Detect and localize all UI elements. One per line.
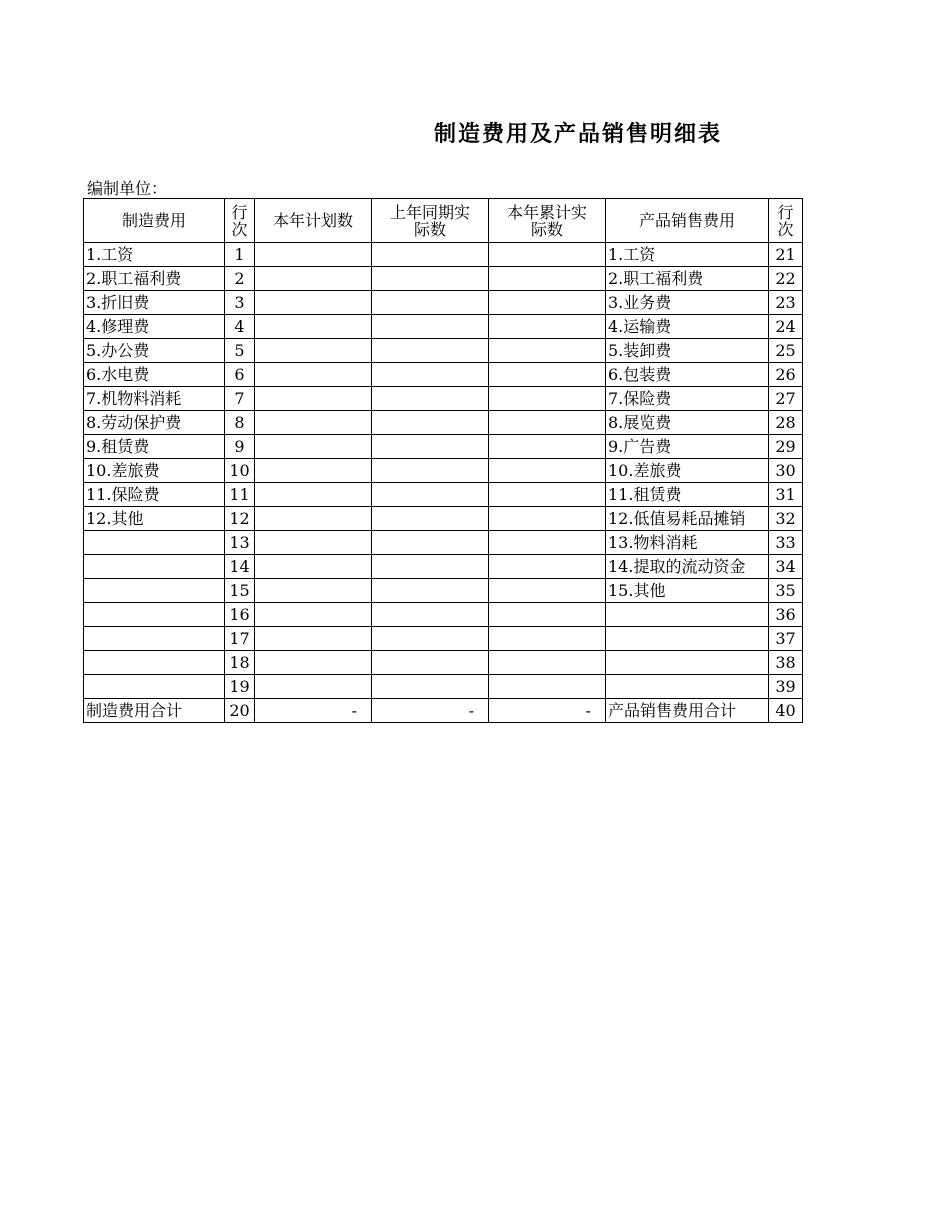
- plan-value-cell: [255, 483, 372, 507]
- sales-item-cell: [606, 627, 769, 651]
- cumulative-value-cell: -: [489, 699, 606, 723]
- cumulative-value-cell: [489, 339, 606, 363]
- row-number-right-cell: 29: [769, 435, 803, 459]
- mfg-item-cell: 1.工资: [84, 243, 225, 267]
- header-sales: 产品销售费用: [606, 199, 769, 243]
- cumulative-value-cell: [489, 579, 606, 603]
- row-number-right-cell: 39: [769, 675, 803, 699]
- sales-item-cell: [606, 651, 769, 675]
- sales-item-cell: 12.低值易耗品摊销: [606, 507, 769, 531]
- cumulative-value-cell: [489, 315, 606, 339]
- plan-value-cell: [255, 315, 372, 339]
- table-row: [84, 675, 803, 699]
- row-number-left-cell: 4: [225, 315, 255, 339]
- cumulative-value-cell: [489, 435, 606, 459]
- cumulative-value-cell: [489, 411, 606, 435]
- table-row: [84, 507, 803, 531]
- table-row: [84, 459, 803, 483]
- row-number-left-cell: 19: [225, 675, 255, 699]
- sales-item-cell: 13.物料消耗: [606, 531, 769, 555]
- cumulative-value-cell: [489, 627, 606, 651]
- last-year-value-cell: [372, 387, 489, 411]
- cumulative-value-cell: [489, 555, 606, 579]
- last-year-value-cell: [372, 315, 489, 339]
- table-row: [84, 627, 803, 651]
- row-number-left-cell: 3: [225, 291, 255, 315]
- plan-value-cell: [255, 627, 372, 651]
- plan-value-cell: -: [255, 699, 372, 723]
- sales-item-cell: [606, 675, 769, 699]
- sales-item-cell: 14.提取的流动资金: [606, 555, 769, 579]
- plan-value-cell: [255, 555, 372, 579]
- row-number-right-cell: 35: [769, 579, 803, 603]
- mfg-item-cell: 4.修理费: [84, 315, 225, 339]
- last-year-value-cell: [372, 291, 489, 315]
- row-number-left-cell: 1: [225, 243, 255, 267]
- last-year-value-cell: [372, 651, 489, 675]
- sales-item-cell: 8.展览费: [606, 411, 769, 435]
- last-year-value-cell: [372, 531, 489, 555]
- mfg-item-cell: 2.职工福利费: [84, 267, 225, 291]
- mfg-item-cell: 7.机物料消耗: [84, 387, 225, 411]
- row-number-left-cell: 2: [225, 267, 255, 291]
- row-number-left-cell: 16: [225, 603, 255, 627]
- row-number-left-cell: 13: [225, 531, 255, 555]
- row-number-left-cell: 18: [225, 651, 255, 675]
- row-number-left-cell: 20: [225, 699, 255, 723]
- cumulative-value-cell: [489, 387, 606, 411]
- unit-label: 编制单位：: [87, 179, 168, 198]
- cumulative-value-cell: [489, 603, 606, 627]
- header-plan: 本年计划数: [255, 199, 372, 243]
- row-number-right-cell: 30: [769, 459, 803, 483]
- row-number-left-cell: 11: [225, 483, 255, 507]
- row-number-right-cell: 24: [769, 315, 803, 339]
- mfg-item-cell: 5.办公费: [84, 339, 225, 363]
- last-year-value-cell: [372, 627, 489, 651]
- row-number-right-cell: 26: [769, 363, 803, 387]
- mfg-item-cell: [84, 555, 225, 579]
- sales-item-cell: 15.其他: [606, 579, 769, 603]
- mfg-item-cell: [84, 603, 225, 627]
- row-number-right-cell: 38: [769, 651, 803, 675]
- row-number-left-cell: 9: [225, 435, 255, 459]
- table-row: [84, 267, 803, 291]
- mfg-item-cell: [84, 627, 225, 651]
- mfg-item-cell: 10.差旅费: [84, 459, 225, 483]
- plan-value-cell: [255, 411, 372, 435]
- header-row-no-left: 行次: [225, 199, 255, 243]
- sales-item-cell: 6.包装费: [606, 363, 769, 387]
- plan-value-cell: [255, 363, 372, 387]
- last-year-value-cell: [372, 435, 489, 459]
- plan-value-cell: [255, 675, 372, 699]
- plan-value-cell: [255, 339, 372, 363]
- plan-value-cell: [255, 651, 372, 675]
- mfg-item-cell: 12.其他: [84, 507, 225, 531]
- sales-item-cell: 10.差旅费: [606, 459, 769, 483]
- row-number-left-cell: 5: [225, 339, 255, 363]
- last-year-value-cell: [372, 411, 489, 435]
- cumulative-value-cell: [489, 243, 606, 267]
- table-row: [84, 699, 803, 723]
- row-number-left-cell: 7: [225, 387, 255, 411]
- table-row: [84, 363, 803, 387]
- sales-item-cell: 11.租赁费: [606, 483, 769, 507]
- cumulative-value-cell: [489, 675, 606, 699]
- last-year-value-cell: -: [372, 699, 489, 723]
- table-row: [84, 531, 803, 555]
- cumulative-value-cell: [489, 507, 606, 531]
- row-number-right-cell: 21: [769, 243, 803, 267]
- cumulative-value-cell: [489, 267, 606, 291]
- table-row: [84, 579, 803, 603]
- row-number-right-cell: 36: [769, 603, 803, 627]
- last-year-value-cell: [372, 555, 489, 579]
- row-number-right-cell: 40: [769, 699, 803, 723]
- header-row-no-right: 行次: [769, 199, 803, 243]
- table-row: [84, 315, 803, 339]
- row-number-left-cell: 15: [225, 579, 255, 603]
- cumulative-value-cell: [489, 291, 606, 315]
- cumulative-value-cell: [489, 483, 606, 507]
- plan-value-cell: [255, 243, 372, 267]
- plan-value-cell: [255, 459, 372, 483]
- row-number-right-cell: 33: [769, 531, 803, 555]
- last-year-value-cell: [372, 507, 489, 531]
- row-number-left-cell: 10: [225, 459, 255, 483]
- header-cumulative: 本年累计实际数: [489, 199, 606, 243]
- row-number-right-cell: 27: [769, 387, 803, 411]
- table-row: [84, 555, 803, 579]
- row-number-right-cell: 31: [769, 483, 803, 507]
- mfg-item-cell: [84, 675, 225, 699]
- sales-item-cell: 1.工资: [606, 243, 769, 267]
- header-mfg: 制造费用: [84, 199, 225, 243]
- mfg-item-cell: [84, 579, 225, 603]
- mfg-item-cell: 制造费用合计: [84, 699, 225, 723]
- last-year-value-cell: [372, 579, 489, 603]
- row-number-right-cell: 32: [769, 507, 803, 531]
- table-row: [84, 339, 803, 363]
- row-number-right-cell: 28: [769, 411, 803, 435]
- sales-item-cell: 9.广告费: [606, 435, 769, 459]
- row-number-left-cell: 8: [225, 411, 255, 435]
- cumulative-value-cell: [489, 459, 606, 483]
- last-year-value-cell: [372, 243, 489, 267]
- page-title: 制造费用及产品销售明细表: [434, 121, 723, 147]
- plan-value-cell: [255, 435, 372, 459]
- last-year-value-cell: [372, 339, 489, 363]
- row-number-right-cell: 25: [769, 339, 803, 363]
- header-last-year: 上年同期实际数: [372, 199, 489, 243]
- expense-table: [83, 198, 803, 723]
- row-number-left-cell: 17: [225, 627, 255, 651]
- table-row: [84, 291, 803, 315]
- row-number-right-cell: 22: [769, 267, 803, 291]
- sales-item-cell: 2.职工福利费: [606, 267, 769, 291]
- row-number-right-cell: 37: [769, 627, 803, 651]
- sales-item-cell: 4.运输费: [606, 315, 769, 339]
- table-row: [84, 435, 803, 459]
- mfg-item-cell: [84, 651, 225, 675]
- table-header-row: [84, 199, 803, 243]
- last-year-value-cell: [372, 675, 489, 699]
- plan-value-cell: [255, 267, 372, 291]
- plan-value-cell: [255, 387, 372, 411]
- mfg-item-cell: 9.租赁费: [84, 435, 225, 459]
- row-number-left-cell: 12: [225, 507, 255, 531]
- mfg-item-cell: 8.劳动保护费: [84, 411, 225, 435]
- sales-item-cell: 7.保险费: [606, 387, 769, 411]
- table-row: [84, 411, 803, 435]
- row-number-left-cell: 14: [225, 555, 255, 579]
- cumulative-value-cell: [489, 531, 606, 555]
- sales-item-cell: 产品销售费用合计: [606, 699, 769, 723]
- sales-item-cell: [606, 603, 769, 627]
- last-year-value-cell: [372, 603, 489, 627]
- table-row: [84, 603, 803, 627]
- cumulative-value-cell: [489, 651, 606, 675]
- table-row: [84, 243, 803, 267]
- plan-value-cell: [255, 603, 372, 627]
- row-number-right-cell: 23: [769, 291, 803, 315]
- row-number-left-cell: 6: [225, 363, 255, 387]
- plan-value-cell: [255, 579, 372, 603]
- sales-item-cell: 5.装卸费: [606, 339, 769, 363]
- mfg-item-cell: 6.水电费: [84, 363, 225, 387]
- last-year-value-cell: [372, 483, 489, 507]
- plan-value-cell: [255, 507, 372, 531]
- table-row: [84, 651, 803, 675]
- row-number-right-cell: 34: [769, 555, 803, 579]
- cumulative-value-cell: [489, 363, 606, 387]
- last-year-value-cell: [372, 267, 489, 291]
- table-row: [84, 387, 803, 411]
- mfg-item-cell: 11.保险费: [84, 483, 225, 507]
- last-year-value-cell: [372, 459, 489, 483]
- sales-item-cell: 3.业务费: [606, 291, 769, 315]
- mfg-item-cell: [84, 531, 225, 555]
- plan-value-cell: [255, 291, 372, 315]
- table-row: [84, 483, 803, 507]
- last-year-value-cell: [372, 363, 489, 387]
- plan-value-cell: [255, 531, 372, 555]
- mfg-item-cell: 3.折旧费: [84, 291, 225, 315]
